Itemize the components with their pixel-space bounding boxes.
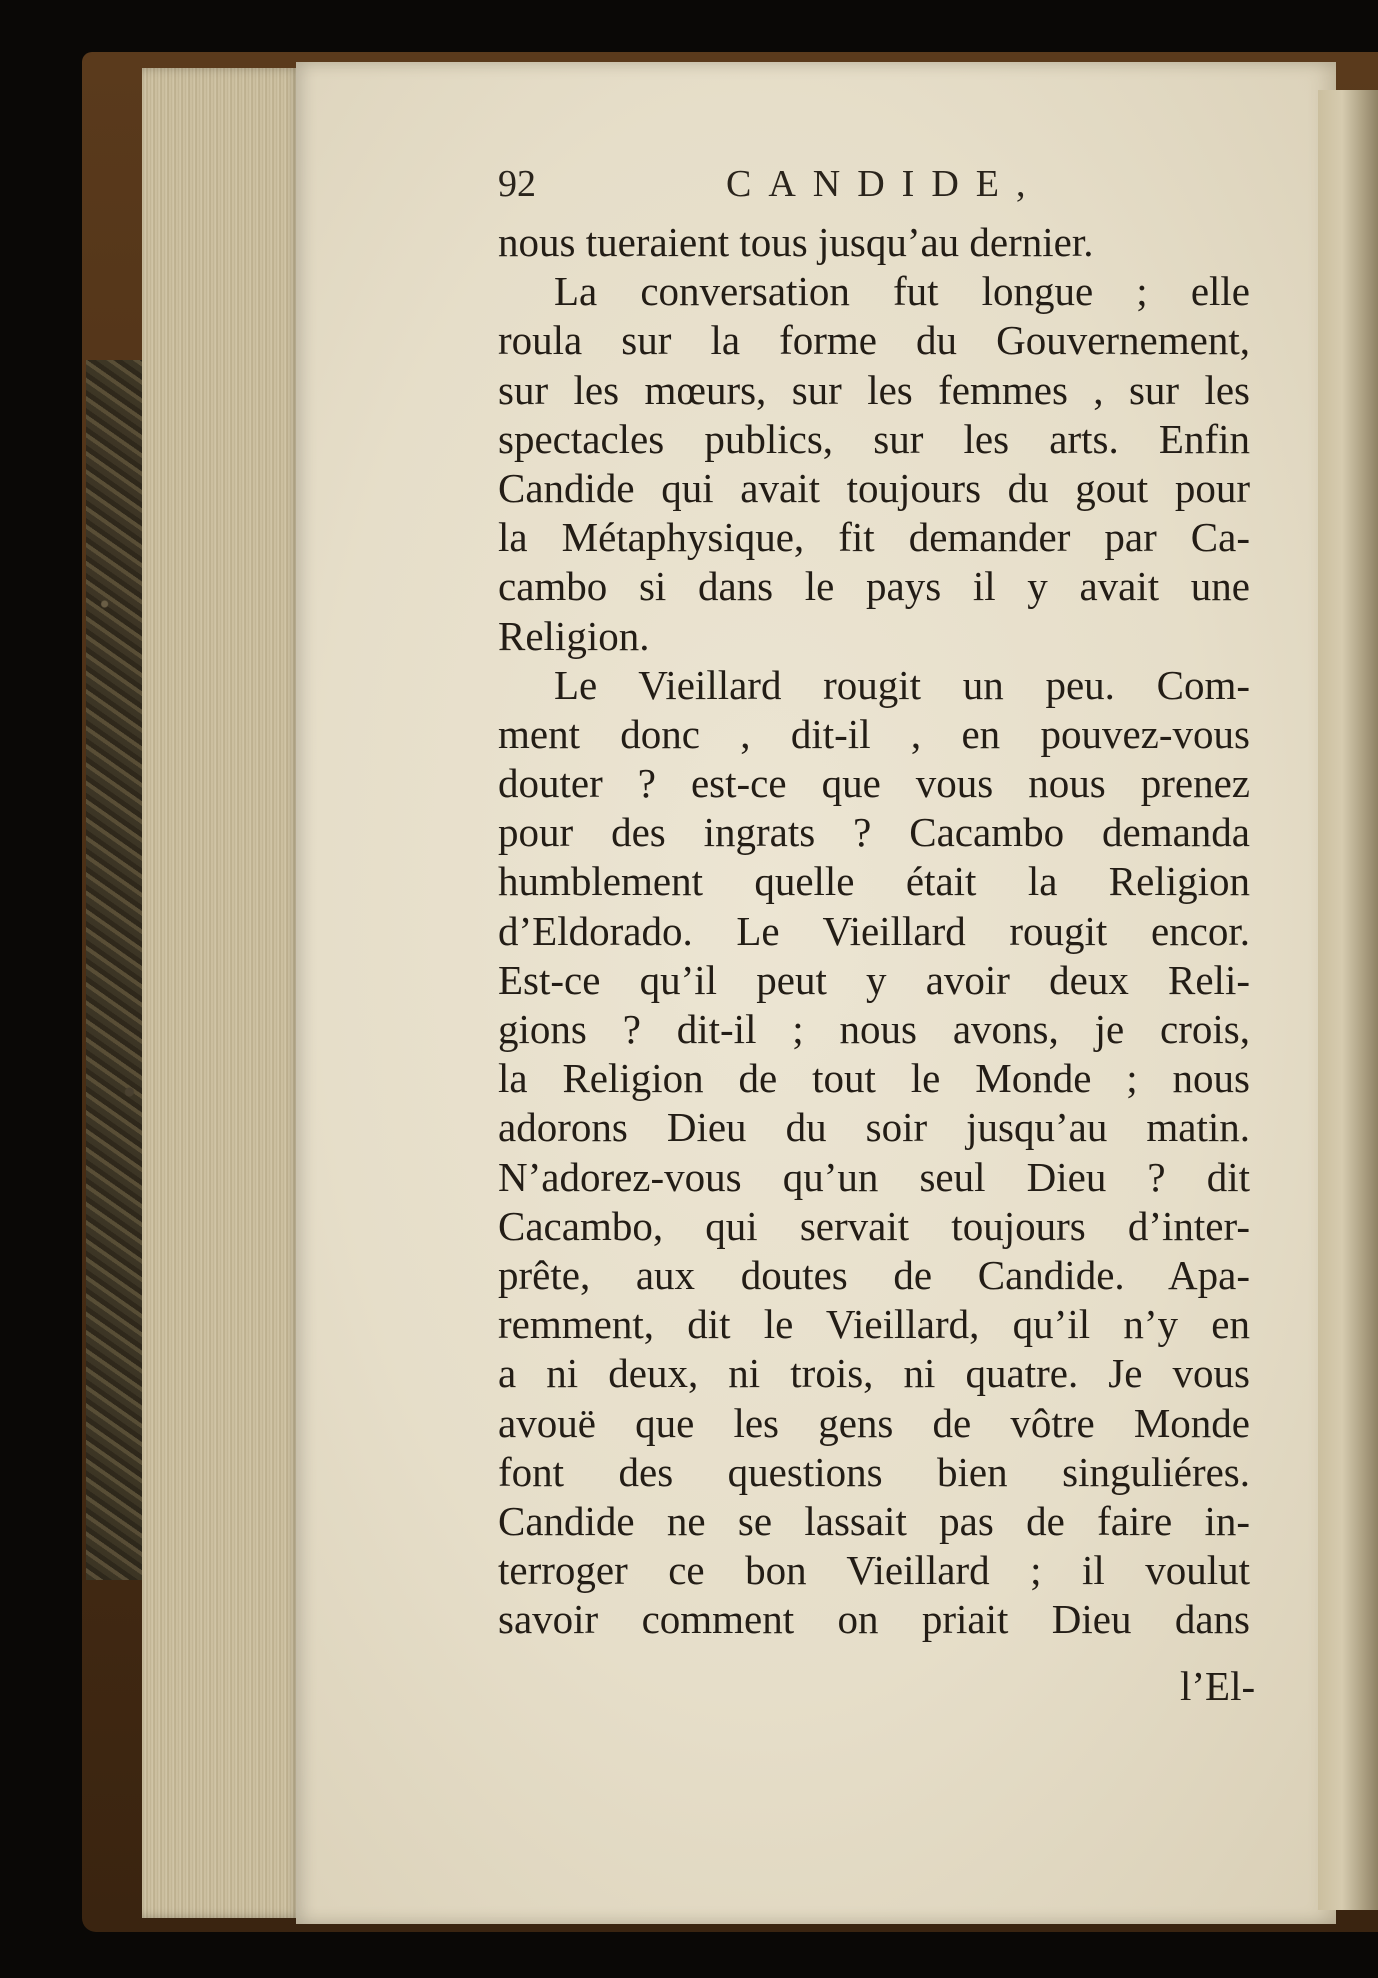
text-line: la Religion de tout le Monde ; nous (498, 1055, 1250, 1102)
text-line: gions ? dit-il ; nous avons, je crois, (498, 1006, 1250, 1052)
text-line: spectacles publics, sur les arts. Enfin (498, 415, 1250, 462)
text-line: pour des ingrats ? Cacambo demanda (498, 809, 1250, 856)
text-line: a ni deux, ni trois, ni quatre. Je vous (498, 1350, 1250, 1397)
text-line: cambo si dans le pays il y avait une (498, 563, 1250, 610)
text-line: savoir comment on priait Dieu dans (498, 1596, 1250, 1643)
text-line: nous tueraient tous jusqu’au dernier. (498, 219, 1094, 265)
text-line: Religion. (498, 612, 650, 659)
text-line: avouë que les gens de vôtre Monde (498, 1399, 1250, 1446)
marbled-board (86, 360, 148, 1580)
facing-page-edge (1318, 90, 1378, 1910)
text-line: la Métaphysique, fit demander par Ca- (498, 514, 1250, 561)
text-line: Candide ne se lassait pas de faire in- (498, 1497, 1250, 1544)
text-line: roula sur la forme du Gouvernement, (498, 317, 1250, 364)
catchword: l’El- (1180, 1663, 1256, 1709)
page-number: 92 (498, 163, 536, 205)
text-line: terroger ce bon Vieillard ; il voulut (498, 1547, 1250, 1594)
body-text (498, 218, 1250, 1644)
text-line: sur les mœurs, sur les femmes , sur les (498, 366, 1250, 413)
text-line: douter ? est-ce que vous nous prenez (498, 760, 1250, 807)
text-line: Est-ce qu’il peut y avoir deux Reli- (498, 956, 1250, 1003)
text-line: ment donc , dit-il , en pouvez-vous (498, 710, 1250, 757)
running-title: CANDIDE, (726, 163, 1043, 205)
page-edges (142, 68, 302, 1918)
text-line: font des questions bien singuliéres. (498, 1448, 1250, 1495)
text-line: Cacambo, qui servait toujours d’inter- (498, 1202, 1250, 1249)
text-line: humblement quelle était la Religion (498, 858, 1250, 905)
text-line: adorons Dieu du soir jusqu’au matin. (498, 1104, 1250, 1151)
text-line: prête, aux doutes de Candide. Apa- (498, 1251, 1250, 1298)
text-line: N’adorez-vous qu’un seul Dieu ? dit (498, 1153, 1250, 1200)
page-header (498, 162, 1088, 212)
text-line: remment, dit le Vieillard, qu’il n’y en (498, 1301, 1250, 1348)
text-line: d’Eldorado. Le Vieillard rougit encor. (498, 907, 1250, 954)
text-line: La conversation fut longue ; elle (554, 268, 1250, 315)
text-line: Candide qui avait toujours du gout pour (498, 464, 1250, 511)
text-line: Le Vieillard rougit un peu. Com- (554, 661, 1250, 708)
